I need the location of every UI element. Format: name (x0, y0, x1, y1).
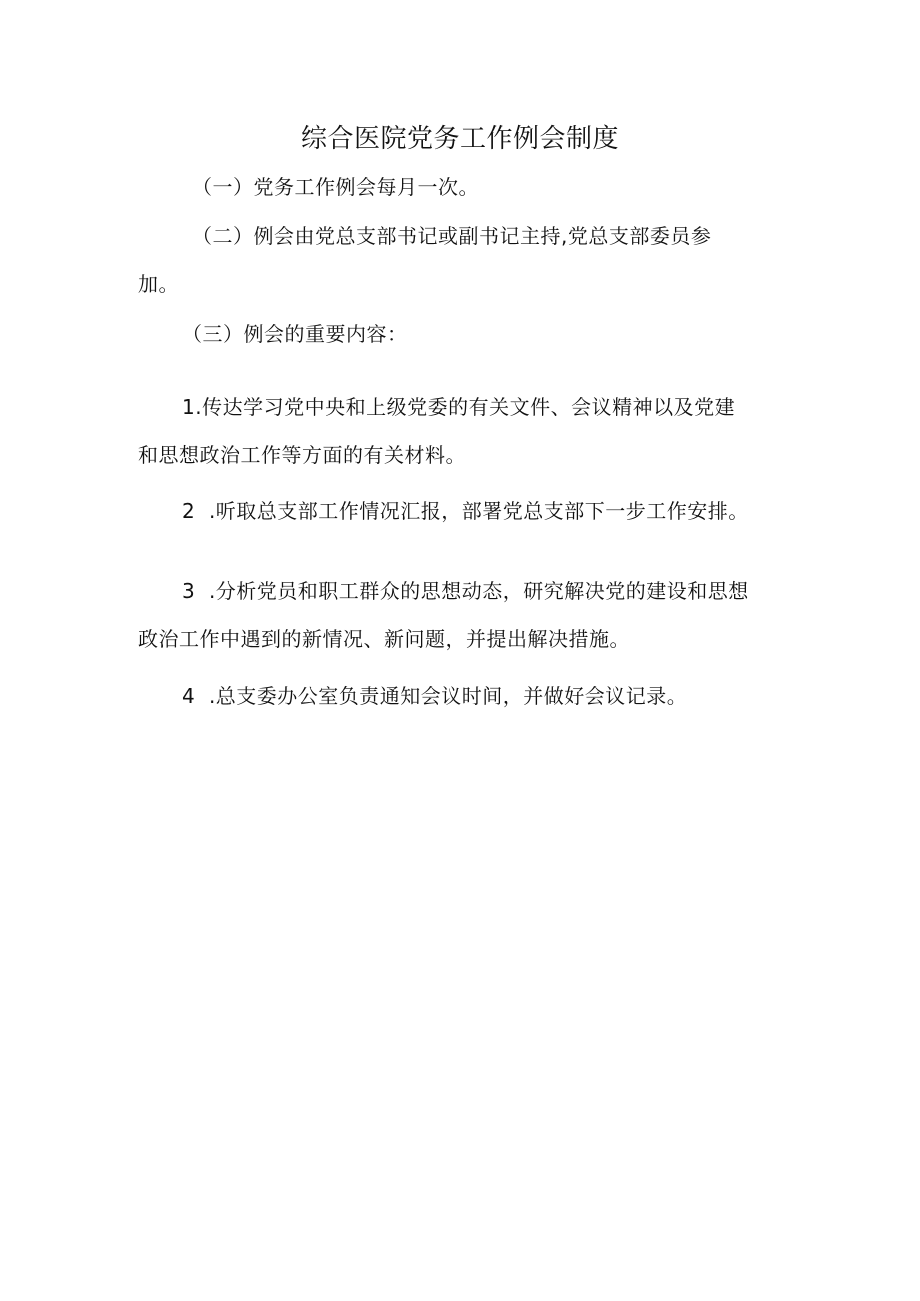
list-item-2: 2 .听取总支部工作情况汇报，部署党总支部下一步工作安排。 (182, 499, 749, 523)
list-item-4: 4 .总支委办公室负责通知会议时间，并做好会议记录。 (182, 684, 688, 708)
list-item-3-line-1: 3 .分析党员和职工群众的思想动态，研究解决党的建设和思想 (182, 579, 749, 603)
paragraph-2-line-1: （二）例会由党总支部书记或副书记主持,党总支部委员参 (192, 224, 712, 248)
list-item-1-line-1: 1.传达学习党中央和上级党委的有关文件、会议精神以及党建 (182, 395, 736, 419)
paragraph-3: （三）例会的重要内容： (182, 322, 408, 346)
list-item-1-line-2: 和思想政治工作等方面的有关材料。 (138, 443, 466, 467)
paragraph-1: （一）党务工作例会每月一次。 (192, 175, 479, 199)
paragraph-2-line-2: 加。 (138, 272, 179, 296)
list-item-3-line-2: 政治工作中遇到的新情况、新问题，并提出解决措施。 (138, 627, 630, 651)
document-title: 综合医院党务工作例会制度 (300, 124, 619, 154)
